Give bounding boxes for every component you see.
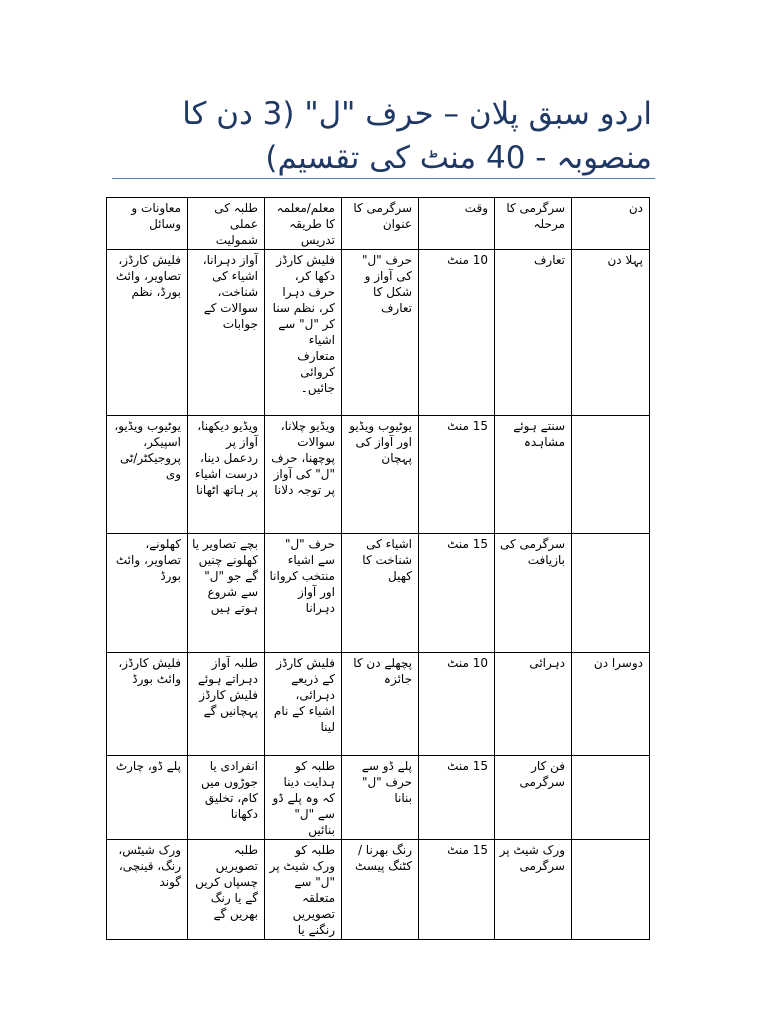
table-cell-resources: فلیش کارڈز، تصاویر، وائٹ بورڈ، نظم — [107, 250, 188, 416]
table-cell-student-participation: طلبہ آواز دہراتے ہوئے فلیش کارڈز پہچانیں گے — [188, 653, 265, 756]
table-row — [107, 653, 650, 756]
table-cell-teaching-method: فلیش کارڈز کے ذریعے دہرائی، اشیاء کے نام لینا — [265, 653, 342, 756]
table-cell-day: پہلا دن — [572, 250, 650, 416]
table-cell-time: 15 منٹ — [419, 756, 495, 840]
table-cell-phase: سنتے ہوئے مشاہدہ — [495, 416, 572, 534]
table-cell-teaching-method: فلیش کارڈز دکھا کر، حرف دہرا کر، نظم سنا کر "ل" سے اشیاء متعارف کروائی جائیں۔ — [265, 250, 342, 416]
lesson-plan-table — [106, 197, 650, 940]
table-cell-activity-title: اشیاء کی شناخت کا کھیل — [342, 534, 419, 653]
table-cell-resources: پلے ڈو، چارٹ — [107, 756, 188, 840]
table-cell-student-participation: ویڈیو دیکھنا، آواز پر ردعمل دینا، درست اشیاء پر ہاتھ اٹھانا — [188, 416, 265, 534]
title-line-2: منصوبہ - 40 منٹ کی تقسیم) — [265, 140, 652, 176]
table-cell-activity-title: یوٹیوب ویڈیو اور آواز کی پہچان — [342, 416, 419, 534]
table-row — [107, 840, 650, 940]
table-cell-resources: ورک شیٹس، رنگ، قینچی، گوند — [107, 840, 188, 940]
header-cell-student-participation: طلبہ کی عملی شمولیت — [188, 198, 265, 250]
table-row — [107, 534, 650, 653]
table-cell-day: دوسرا دن — [572, 653, 650, 756]
table-cell-student-participation: طلبہ تصویریں چسپاں کریں گے یا رنگ بھریں گے — [188, 840, 265, 940]
header-cell-activity-title: سرگرمی کا عنوان — [342, 198, 419, 250]
table-cell-phase: تعارف — [495, 250, 572, 416]
table-cell-activity-title: پلے ڈو سے حرف "ل" بنانا — [342, 756, 419, 840]
table-cell-student-participation: بچے تصاویر یا کھلونے چنیں گے جو "ل" سے شروع ہوتے ہیں — [188, 534, 265, 653]
table-cell-day — [572, 756, 650, 840]
table-cell-teaching-method: ویڈیو چلانا، سوالات پوچھنا، حرف "ل" کی آواز پر توجہ دلانا — [265, 416, 342, 534]
header-cell-time: وقت — [419, 198, 495, 250]
header-cell-day: دن — [572, 198, 650, 250]
table-cell-activity-title: حرف "ل" کی آواز و شکل کا تعارف — [342, 250, 419, 416]
table-cell-phase: سرگرمی کی بازیافت — [495, 534, 572, 653]
table-cell-activity-title: رنگ بھرنا / کٹنگ پیسٹ — [342, 840, 419, 940]
table-row — [107, 250, 650, 416]
page-title — [112, 92, 652, 180]
table-cell-phase: ورک شیٹ پر سرگرمی — [495, 840, 572, 940]
table-cell-resources: کھلونے، تصاویر، وائٹ بورڈ — [107, 534, 188, 653]
table-cell-activity-title: پچھلے دن کا جائزہ — [342, 653, 419, 756]
table-cell-resources: فلیش کارڈز، وائٹ بورڈ — [107, 653, 188, 756]
table-cell-time: 15 منٹ — [419, 840, 495, 940]
table-cell-teaching-method: طلبہ کو ورک شیٹ پر "ل" سے متعلقہ تصویریں رنگنے یا — [265, 840, 342, 940]
table-cell-teaching-method: طلبہ کو ہدایت دینا کہ وہ پلے ڈو سے "ل" بنائیں — [265, 756, 342, 840]
table-cell-student-participation: انفرادی یا جوڑوں میں کام، تخلیق دکھانا — [188, 756, 265, 840]
table-cell-resources: یوٹیوب ویڈیو، اسپیکر، پروجیکٹر/ٹی وی — [107, 416, 188, 534]
table-cell-phase: فن کار سرگرمی — [495, 756, 572, 840]
header-cell-teaching-method: معلم/معلمہ کا طریقہ تدریس — [265, 198, 342, 250]
title-line-1: اردو سبق پلان – حرف "ل" (3 دن کا — [182, 96, 652, 132]
table-cell-day — [572, 534, 650, 653]
table-cell-time: 10 منٹ — [419, 250, 495, 416]
title-underline — [112, 178, 655, 179]
table-cell-phase: دہرائی — [495, 653, 572, 756]
table-cell-day — [572, 416, 650, 534]
table-row — [107, 416, 650, 534]
header-cell-phase: سرگرمی کا مرحلہ — [495, 198, 572, 250]
table-cell-time: 10 منٹ — [419, 653, 495, 756]
table-cell-teaching-method: حرف "ل" سے اشیاء منتخب کروانا اور آواز دہرانا — [265, 534, 342, 653]
table-header-row — [107, 198, 650, 250]
table-cell-time: 15 منٹ — [419, 416, 495, 534]
table-row — [107, 756, 650, 840]
header-cell-resources: معاونات و وسائل — [107, 198, 188, 250]
table-cell-time: 15 منٹ — [419, 534, 495, 653]
table-cell-day — [572, 840, 650, 940]
table-cell-student-participation: آواز دہرانا، اشیاء کی شناخت، سوالات کے جوابات — [188, 250, 265, 416]
